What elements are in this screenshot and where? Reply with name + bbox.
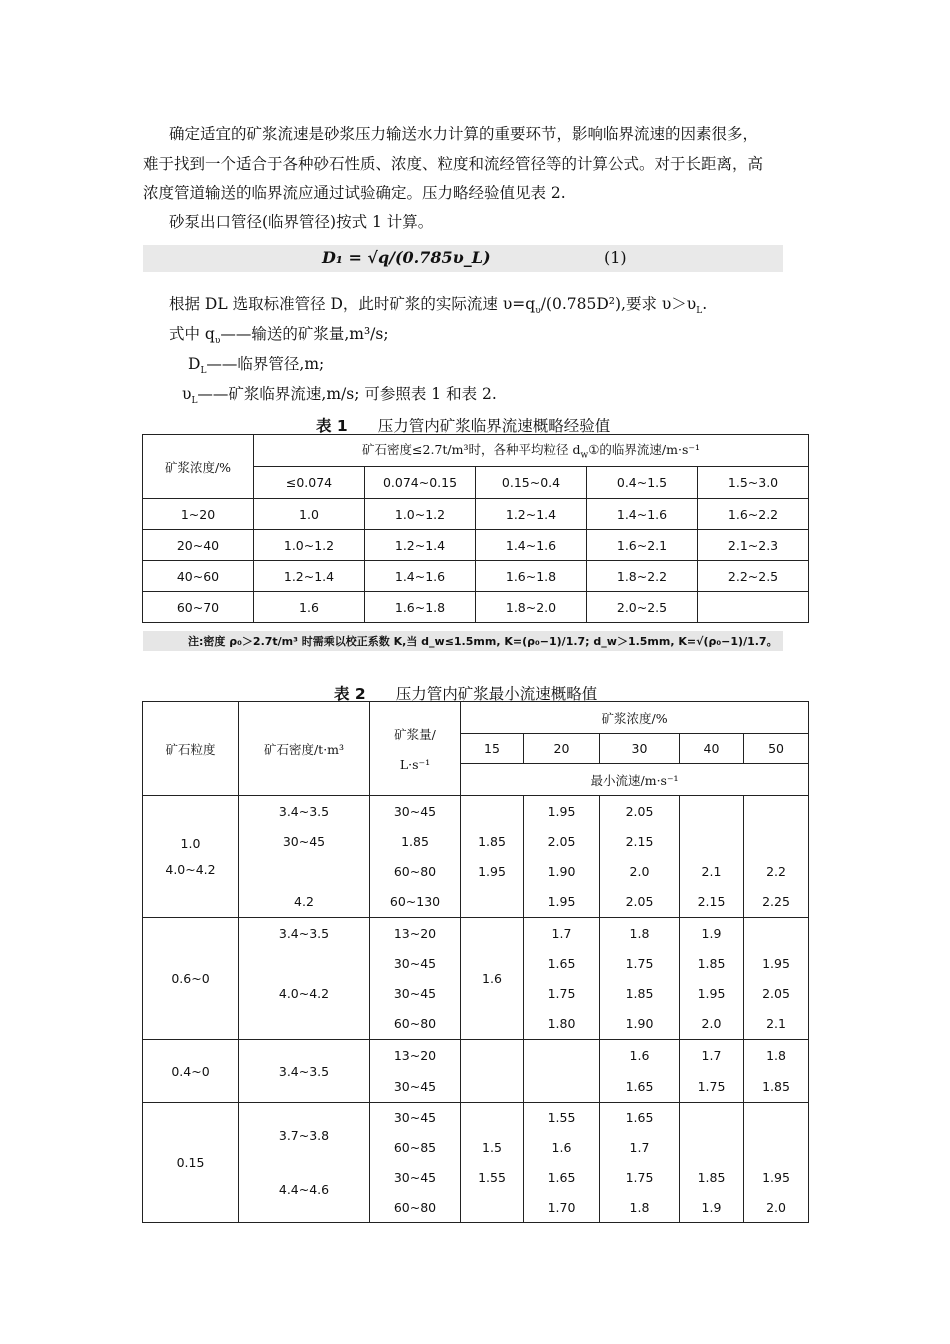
table2-conc-col: 30 — [600, 734, 680, 764]
intro-line-2: 难于找到一个适合于各种砂石性质、浓度、粒度和流经管径等的计算公式。对于长距离，高 — [143, 155, 764, 173]
table2-cell: 0.6~0 — [143, 918, 239, 1040]
table1-col0-header: 矿浆浓度/% — [143, 435, 254, 499]
intro-line-1: 确定适宜的矿浆流速是砂浆压力输送水力计算的重要环节，影响临界流速的因素很多， — [169, 125, 759, 143]
table2-cell: 1.7 1.65 1.75 1.80 — [524, 918, 600, 1040]
formula-number: (1) — [604, 248, 627, 267]
table1-cell: 1.2~1.4 — [254, 561, 365, 592]
table1-size-header: 0.15~0.4 — [476, 467, 587, 499]
table1-cell: 40~60 — [143, 561, 254, 592]
table2-cell: 13~20 30~45 — [370, 1040, 461, 1103]
table1-cell: 2.1~2.3 — [698, 530, 809, 561]
table1-size-header: 0.4~1.5 — [587, 467, 698, 499]
table2-caption: 表 2 压力管内矿浆最小流速概略值 — [334, 685, 598, 703]
table1-cell: 2.0~2.5 — [587, 592, 698, 623]
table1-cell: 1.6~1.8 — [476, 561, 587, 592]
table2-cell: 3.4~3.5 30~45 4.2 — [239, 796, 370, 918]
table1-cell: 1.6~2.1 — [587, 530, 698, 561]
table2-cell: 1.0 4.0~4.2 — [143, 796, 239, 918]
table2-cell — [461, 1040, 524, 1103]
table1-cell: 1.8~2.2 — [587, 561, 698, 592]
table1-cell: 1.4~1.6 — [476, 530, 587, 561]
table1-cell: 20~40 — [143, 530, 254, 561]
table2-cell: 3.4~3.5 4.0~4.2 — [239, 918, 370, 1040]
table1-note: 注:密度 ρ₀＞2.7t/m³ 时需乘以校正系数 K,当 d_w≤1.5mm, K=(ρ₀−1)/1.7; d_w＞1.5mm, K=√(ρ₀−1)/1.7。 — [188, 635, 778, 648]
table2-conc-header: 矿浆浓度/% — [461, 702, 809, 734]
table2-size-header: 矿石粒度 — [143, 702, 239, 796]
table2 — [142, 701, 809, 1223]
table2-cell: 2.05 2.15 2.0 2.05 — [600, 796, 680, 918]
table1-cell — [698, 592, 809, 623]
table2-cell: 1.95 2.05 1.90 1.95 — [524, 796, 600, 918]
table1-cell: 1.4~1.6 — [365, 561, 476, 592]
table2-cell: 2.2 2.25 — [744, 796, 809, 918]
table2-flow-header: 矿浆量/ L·s⁻¹ — [370, 702, 461, 796]
intro-line-4: 砂泵出口管径(临界管径)按式 1 计算。 — [169, 213, 434, 231]
table1-size-header: ≤0.074 — [254, 467, 365, 499]
explain-line-3: $D_L——$临界管径,m; — [188, 355, 325, 377]
table1-cell: 1.2~1.4 — [365, 530, 476, 561]
table2-cell: 1.8 1.85 — [744, 1040, 809, 1103]
table2-conc-col: 40 — [680, 734, 744, 764]
table2-cell: 30~45 60~85 30~45 60~80 — [370, 1103, 461, 1223]
table-row — [143, 1040, 809, 1103]
table2-cell: 1.85 1.9 — [680, 1103, 744, 1223]
table1-cell: 1.4~1.6 — [587, 499, 698, 530]
formula-expression: D₁ = √q/(0.785υ_L) — [322, 248, 491, 267]
table1-cell: 60~70 — [143, 592, 254, 623]
table2-cell: 13~20 30~45 30~45 60~80 — [370, 918, 461, 1040]
table-row — [143, 796, 809, 918]
table1-cell: 1.0~1.2 — [254, 530, 365, 561]
table-row — [143, 1103, 809, 1223]
table1-cell: 1.0~1.2 — [365, 499, 476, 530]
table2-cell: 1.7 1.75 — [680, 1040, 744, 1103]
intro-line-3: 浓度管道输送的临界流应通过试验确定。压力略经验值见表 2. — [143, 184, 566, 202]
table2-cell — [524, 1040, 600, 1103]
table-row — [143, 592, 809, 623]
table2-cell: 1.6 — [461, 918, 524, 1040]
table2-conc-col: 50 — [744, 734, 809, 764]
table-row — [143, 918, 809, 1040]
table2-cell: 1.65 1.7 1.75 1.8 — [600, 1103, 680, 1223]
table2-conc-col: 20 — [524, 734, 600, 764]
table1-caption: 表 1 压力管内矿浆临界流速概略经验值 — [316, 417, 611, 435]
explain-line-2: 式中 $q_\upsilon——$输送的矿浆量,m³/s; — [169, 325, 389, 347]
table2-cell: 1.5 1.55 — [461, 1103, 524, 1223]
table2-cell: 1.9 1.85 1.95 2.0 — [680, 918, 744, 1040]
table1-cell: 1.6~2.2 — [698, 499, 809, 530]
table2-cell: 0.4~0 — [143, 1040, 239, 1103]
table2-cell: 30~45 1.85 60~80 60~130 — [370, 796, 461, 918]
table2-cell: 1.95 2.05 2.1 — [744, 918, 809, 1040]
table2-cell: 2.1 2.15 — [680, 796, 744, 918]
table2-cell: 1.6 1.65 — [600, 1040, 680, 1103]
table1-cell: 1~20 — [143, 499, 254, 530]
table2-cell: 0.15 — [143, 1103, 239, 1223]
explain-line-1: 根据 DL 选取标准管径 D，此时矿浆的实际流速 $\upsilon=q_\upsilon/(0.785D^2)$,要求 $\upsilon>\upsilon_L$. — [169, 295, 708, 317]
table2-cell: 3.4~3.5 — [239, 1040, 370, 1103]
table1-size-header: 1.5~3.0 — [698, 467, 809, 499]
table1 — [142, 434, 809, 623]
table1-cell: 1.6 — [254, 592, 365, 623]
table1-cell: 2.2~2.5 — [698, 561, 809, 592]
table1-group-header: 矿石密度≤2.7t/m³时，各种平均粒径 $d_w①$的临界流速/m·s⁻¹ — [254, 435, 809, 467]
table2-cell: 3.7~3.8 4.4~4.6 — [239, 1103, 370, 1223]
table2-cell: 1.55 1.6 1.65 1.70 — [524, 1103, 600, 1223]
explain-line-4: $\upsilon_L——$矿浆临界流速,m/s; 可参照表 1 和表 2. — [182, 385, 497, 407]
table1-cell: 1.0 — [254, 499, 365, 530]
table-row — [143, 499, 809, 530]
table2-density-header: 矿石密度/t·m³ — [239, 702, 370, 796]
table2-cell: 1.85 1.95 — [461, 796, 524, 918]
table2-cell: 1.95 2.0 — [744, 1103, 809, 1223]
table-row — [143, 530, 809, 561]
table2-conc-col: 15 — [461, 734, 524, 764]
table2-minv-header: 最小流速/m·s⁻¹ — [461, 764, 809, 796]
table1-cell: 1.2~1.4 — [476, 499, 587, 530]
table2-cell: 1.8 1.75 1.85 1.90 — [600, 918, 680, 1040]
table1-cell: 1.6~1.8 — [365, 592, 476, 623]
table1-size-header: 0.074~0.15 — [365, 467, 476, 499]
table1-cell: 1.8~2.0 — [476, 592, 587, 623]
table-row — [143, 561, 809, 592]
